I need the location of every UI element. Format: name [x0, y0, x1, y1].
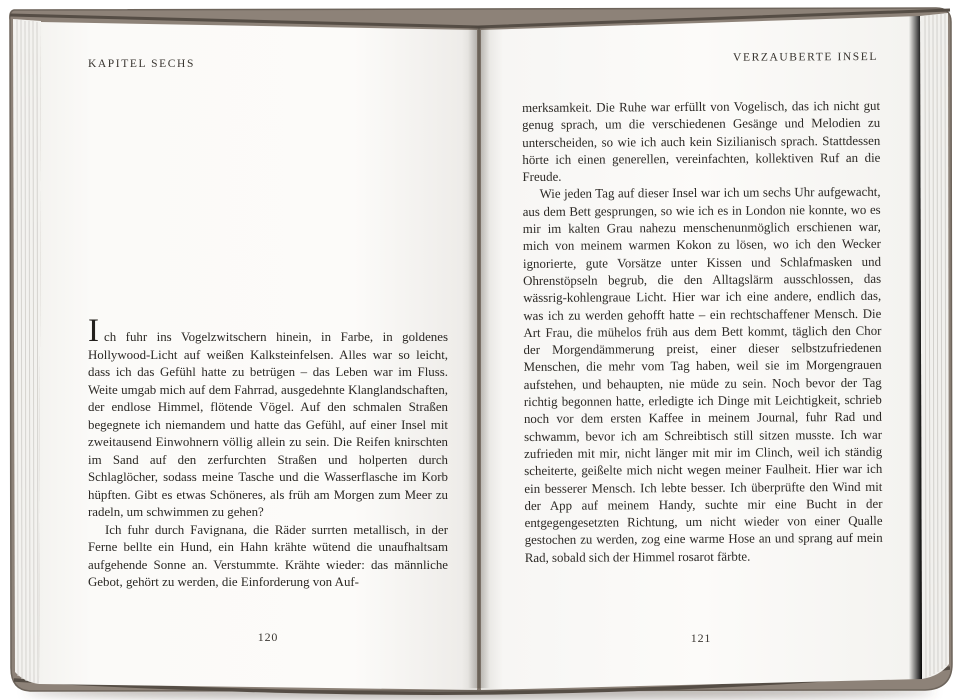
- paragraph-text: ch fuhr ins Vogelzwitschern hinein, in Farbe, in goldenes Hollywood-Licht auf weißen Kalksteinfelsen. Alles war so leicht, dass ich das Gefühl hatte zu betrügen – das Leben war im Fluss. Weite umgab mich auf dem Fahrrad, ausgedehnte Klanglandschaften, der endlose Himmel, flötende Vögel. Auf den schmalen Straßen begegnete ich niemandem und hatte das Gefühl, auf einer Insel mit zweitausend Einwohnern völlig allein zu sein. Die Reifen knirschten im Sand auf den zerfurchten Straßen und holperten durch Schlaglöcher, sodass meine Tasche und die Wasserflasche im Korb hüpften. Gibt es etwas Schöneres, als früh am Morgen zum Meer zu radeln, um schwimmen zu gehen?: [88, 330, 448, 519]
- paragraph: Wie jeden Tag auf dieser Insel war ich um sechs Uhr aufgewacht, aus dem Bett gesprungen, so wie ich es in London nie konnte, wo es mir im kalten Grau nahezu menschenunmöglich erschienen war, mich von meinem warmen Kokon zu lösen, wo ich den Wecker ignorierte, gute Vorsätze unter Kissen und Schlafmasken und Ohrenstöpseln begrub, die den Alltagslärm ausschlossen, das wässrig-kohlengraue Licht. Hier war ich eine andere, endlich das, was ich zu werden gehofft hatte – ein rechtschaffener Mensch. Die Art Frau, die mühelos früh aus dem Bett kommt, täglich den Chor der Morgendämmerung preist, einer dieser selbstzufriedenen Menschen, die mehr vom Tag haben, weil sie im Morgengrauen aufstehen, und behaupten, nie müde zu sein. Noch bevor der Tag richtig begonnen hatte, erledigte ich Dinge mit Leichtigkeit, schrieb noch vor dem ersten Kaffee in meinem Journal, fuhr Rad und schwamm, bevor ich am Schreibtisch still sitzen musste. Ich war zufrieden mit mir, nicht länger mit mir im Clinch, weil ich ständig scheiterte, geißelte mich nicht wegen meiner Faulheit. Hier war ich ein besserer Mensch. Ich lebte besser. Ich überprüfte den Wind mit der App auf meinem Handy, suchte mir eine Bucht in der entgegengesetzten Richtung, um nicht wieder von einer Qualle gestochen zu werden, zog eine warme Hose an und sprang auf mein Rad, sobald sich der Himmel rosarot färbte.: [522, 185, 883, 565]
- left-running-header: KAPITEL SECHS: [88, 58, 195, 70]
- left-page-body: [88, 313, 448, 592]
- right-page-number: 121: [690, 631, 712, 645]
- paragraph: merksamkeit. Die Ruhe war erfüllt von Vogelisch, das ich nicht gut genug sprach, um die verschiedenen Gesänge und Melodien zu unterscheiden, so wie ich auch kein Sizilianisch sprach. Stattdessen hörte ich einen generellen, vereinfachten, kollektiven Ruf an die Freude.: [522, 98, 881, 185]
- left-page-number: 120: [257, 630, 279, 644]
- right-page-body: [522, 98, 883, 567]
- paragraph: [88, 313, 448, 522]
- right-running-header: VERZAUBERTE INSEL: [732, 51, 879, 64]
- raised-initial-letter: I: [88, 313, 99, 349]
- paragraph: Ich fuhr durch Favignana, die Räder surrten metallisch, in der Ferne bellte ein Hund, ein Hahn krähte wütend die unaufhaltsam aufgehende Sonne an. Verstummte. Krähte wieder: das männliche Gebot, gehört zu werden, die Einforderung von Auf-: [88, 522, 448, 589]
